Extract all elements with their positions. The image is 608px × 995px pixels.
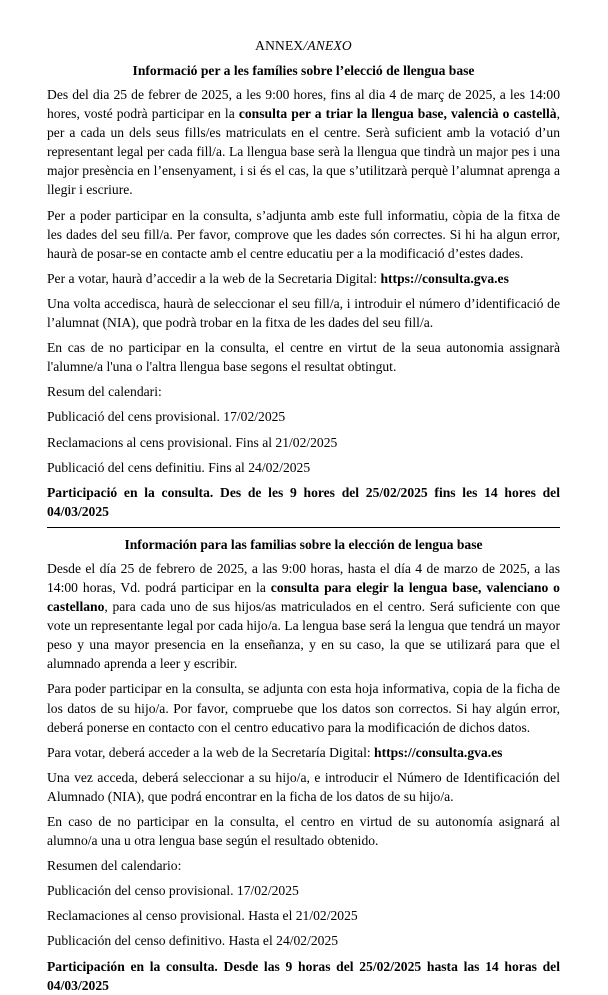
document-title [47, 36, 560, 55]
valencian-section-heading: Informació per a les famílies sobre l’elecció de llengua base [132, 63, 475, 78]
valencian-paragraph-2: Per a poder participar en la consulta, s’adjunta amb este full informatiu, còpia de la fitxa de les dades del seu fill/a. Per favor, comprove que les dades són correctes. Si hi ha algun error, haurà de posar-se en contacte amb el centre educatiu per a la modificació d’estes dades. [47, 207, 560, 261]
spanish-paragraph-3 [47, 743, 560, 762]
document-title-plain: ANNEX [255, 38, 304, 53]
spanish-participation-line: Participación en la consulta. Desde las 9 horas del 25/02/2025 hasta las 14 horas del 04/03/2025 [47, 958, 560, 993]
valencian-participation-line: Participació en la consulta. Des de les 9 hores del 25/02/2025 fins les 14 hores del 04/03/2025 [47, 484, 560, 519]
valencian-calendar-item: Publicació del cens provisional. 17/02/2025 [47, 409, 286, 425]
document-title-italic: /ANEXO [303, 38, 352, 53]
spanish-paragraph-1 [47, 559, 560, 674]
spanish-paragraph-4: Una vez acceda, deberá seleccionar a su hijo/a, e introducir el Número de Identificación del Alumnado (NIA), que podrá encontrar en la ficha de los datos de su hijo/a. [47, 769, 560, 804]
spanish-p1-text-b: , para cada uno de sus hijos/as matriculados en el centro. Será suficiente con que vote un representante legal por cada hijo/a. La lengua base será la lengua que tendrá un mayor peso y una mayor presencia en la enseñanza, y en su caso, la que se utilizará para que el alumnado aprenda a leer y escribir. [47, 599, 560, 672]
spanish-calendar-item: Reclamaciones al censo provisional. Hasta el 21/02/2025 [47, 908, 358, 924]
valencian-paragraph-1 [47, 85, 560, 200]
spanish-p3-text: Para votar, deberá acceder a la web de la Secretaría Digital: [47, 744, 375, 760]
valencian-calendar-item: Reclamacions al cens provisional. Fins al 21/02/2025 [47, 434, 338, 450]
valencian-p1-text-a: Des del dia 25 de febrer de 2025, a les 9:00 hores, fins al dia 4 de març de 2025, a les 14:00 hores, vosté podrà participar en la [47, 87, 560, 122]
valencian-consulta-url[interactable]: https://consulta.gva.es [380, 270, 509, 286]
valencian-p1-text-b: , per a cada un dels seus fills/es matriculats en el centre. Serà suficient amb la votació d’un representant legal per cada fill/a. La llengua base serà la llengua que tindrà un major pes i una major presència en l’ensenyament, i si és el cas, la que s’utilitzarà perquè l’alumnat aprenga a llegir i escriure. [47, 106, 560, 198]
valencian-paragraph-3 [47, 269, 560, 288]
valencian-p3-text: Per a votar, haurà d’accedir a la web de la Secretaria Digital: [47, 270, 381, 286]
spanish-paragraph-2: Para poder participar en la consulta, se adjunta con esta hoja informativa, copia de la ficha de los datos de su hijo/a. Por favor, compruebe que los datos son correctos. Si hay algún error, deberá ponerse en contacto con el centro educativo para la modificación de dichos datos. [47, 681, 560, 735]
spanish-consulta-url[interactable]: https://consulta.gva.es [374, 744, 503, 760]
spanish-p1-text-a: Desde el día 25 de febrero de 2025, a las 9:00 horas, hasta el día 4 de marzo de 2025, a las 14:00 horas, Vd. podrá participar en la [47, 560, 560, 595]
valencian-paragraph-5: En cas de no participar en la consulta, el centre en virtut de la seua autonomia assignarà l'alumne/a l'una o l'altra llengua base segons el resultat obtingut. [47, 340, 560, 375]
spanish-calendar-item: Publicación del censo provisional. 17/02/2025 [47, 883, 299, 899]
valencian-p1-emphasis: consulta per a triar la llengua base, valencià o castellà [238, 106, 557, 122]
valencian-calendar-item: Publicació del cens definitiu. Fins al 24/02/2025 [47, 459, 311, 475]
valencian-paragraph-4: Una volta accedisca, haurà de seleccionar el seu fill/a, i introduir el número d’identificació de l’alumnat (NIA), que podrà trobar en la fitxa de les dades del seu fill/a. [47, 295, 560, 331]
spanish-paragraph-5: En caso de no participar en la consulta, el centro en virtud de su autonomía asignará al alumno/a una u otra lengua base según el resultado obtenido. [47, 814, 560, 849]
spanish-p1-emphasis: consulta para elegir la lengua base, valenciano o castellano [47, 579, 560, 615]
spanish-section-heading: Información para las familias sobre la elección de lengua base [124, 536, 483, 552]
spanish-calendar-item: Publicación del censo definitivo. Hasta el 24/02/2025 [47, 933, 339, 949]
section-divider [47, 527, 560, 528]
valencian-calendar-label: Resum del calendari: [47, 384, 162, 400]
spanish-calendar-label: Resumen del calendario: [47, 858, 182, 874]
